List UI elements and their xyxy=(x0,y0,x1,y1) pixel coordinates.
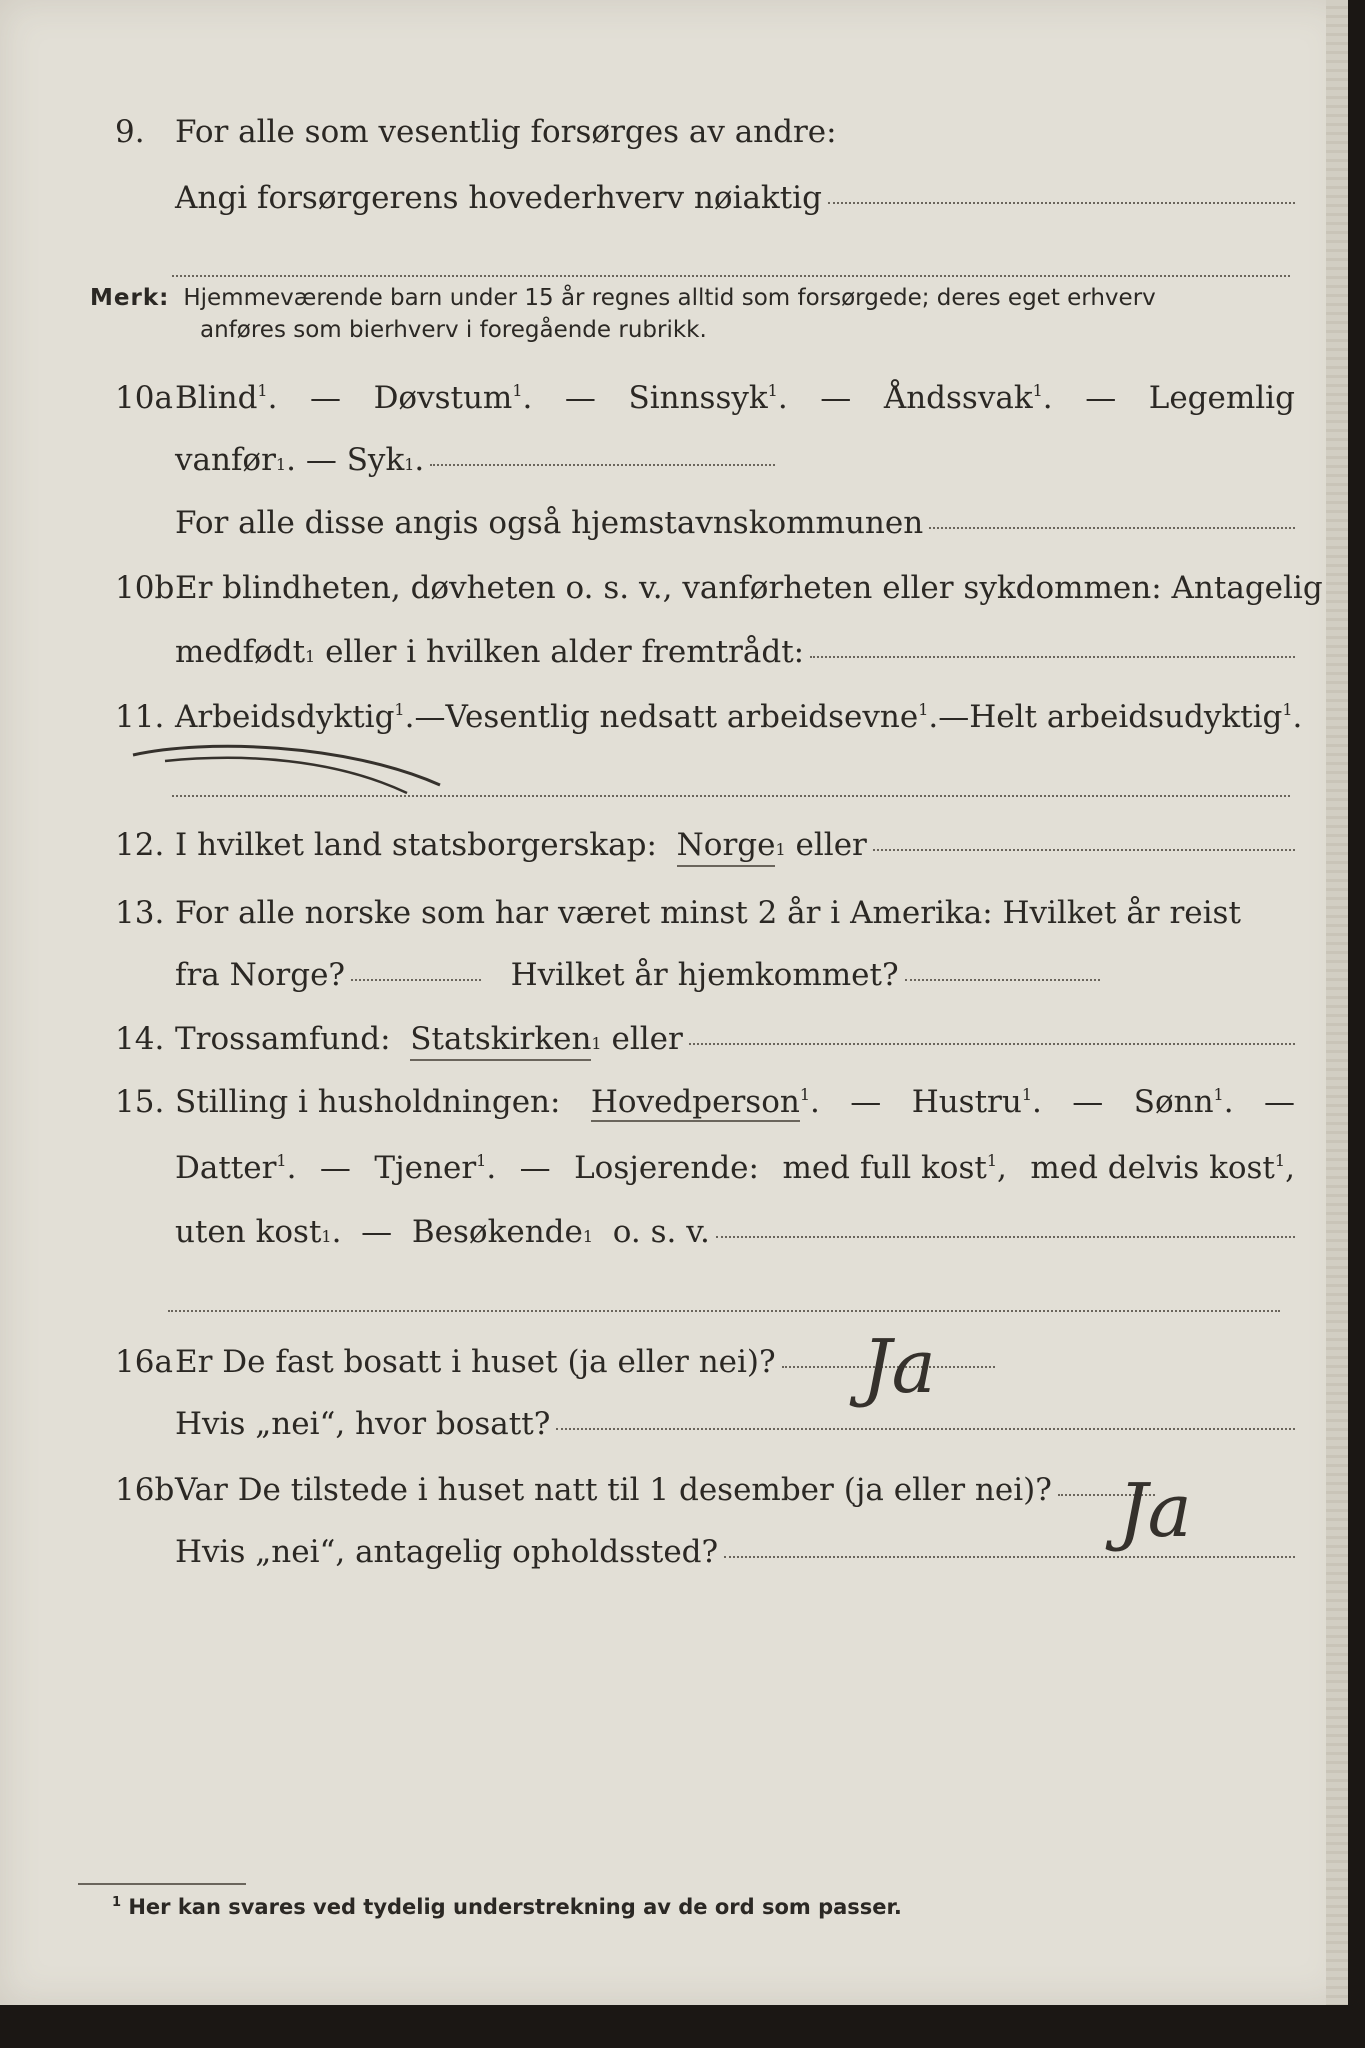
footnote-ref: 1 xyxy=(1282,700,1293,719)
answer-line[interactable] xyxy=(929,527,1295,529)
answer-line[interactable] xyxy=(905,979,1100,981)
option-full-kost[interactable]: med full kost xyxy=(782,1150,987,1186)
answer-line[interactable] xyxy=(556,1428,1295,1430)
answer-line[interactable] xyxy=(172,275,1290,277)
option-norge[interactable]: Norge xyxy=(677,825,776,867)
option-nedsatt-arbeidsevne[interactable]: Vesentlig nedsatt arbeidsevne xyxy=(445,699,919,735)
question-text: For alle som vesentlig forsørges av andre: xyxy=(175,114,837,150)
note-label: Merk: xyxy=(90,285,170,311)
footnote-ref: 1 xyxy=(918,700,929,719)
question-number: 15. xyxy=(115,1084,165,1120)
dash: — xyxy=(519,1150,551,1186)
question-number: 10a xyxy=(115,380,173,416)
question-text: Er De fast bosatt i huset (ja eller nei)? xyxy=(175,1344,776,1380)
question-number: 16b xyxy=(115,1472,175,1508)
question-number: 14. xyxy=(115,1021,165,1057)
question-text: Hvilket år hjemkommet? xyxy=(510,957,899,993)
footnote-ref: 1 xyxy=(257,381,268,400)
footnote-ref: 1 xyxy=(1021,1085,1033,1104)
dash: — xyxy=(310,380,342,416)
note xyxy=(90,282,1290,346)
dash: — xyxy=(820,380,852,416)
footnote-ref: 1 xyxy=(767,381,778,400)
question-text: For alle norske som har været minst 2 år i Amerika: Hvilket år reist xyxy=(175,895,1241,931)
footnote-text: Her kan svares ved tydelig understrekning av de ord som passer. xyxy=(128,1895,902,1919)
form-page: 9. For alle som vesentlig forsørges av andre: Angi forsørgerens hovederhverv nøiaktig Merk: Hjemmeværende barn under 15 år regnes alltid som forsørgede; deres eget erhverv anføres som bierhverv i foregående rubrikk. 10a Blind$^1$. — Døvstum$^1$. — Sinnssyk$^1$. — Åndssvak$^1$. — Legemlig vanfør 1 . — Syk 1 . For alle disse angis også hjemstavnskommunen 10b Er blindheten, døvheten o. s. v., vanførheten eller sykdommen: Antagelig medfødt 1 eller i hvilken alder fremtrådt: 11. Arbeidsdyktig$^1$. — Vesentlig nedsatt arbeidsevne$^1$. — Helt arbeidsudyktig$^1$. 12. I hvilket land statsborgerskap: Norge 1 eller 13. For alle norske som har været minst 2 år i Amerika: Hvilket år reist fra Norge? Hvilket år hjemkommet? 14. Trossamfund: Statskirken 1 eller 15. Stilling i husholdningen: Hovedperson$^1$. — Hustru$^1$. — Sønn$^1$. — Datter$^1$. — Tjener$^1$. — Losjerende: med full kost$^1$, med delvis kost$^1$, uten kost 1 . — Besøkende 1 o. s. v. 16a Er De fast bosatt i huset (ja eller nei)? Hvis „nei“, hvor bosatt? Ja 16b Var De tilstede i huset natt til 1 desember (ja eller nei)? Hvis „nei“, antagelig opholdssted? Ja $^1$ Her kan svares ved tydelig understrekning av de ord som passer. xyxy=(0,0,1348,2005)
option-hovedperson[interactable]: Hovedperson xyxy=(590,1084,800,1120)
question-text: Stilling i husholdningen: xyxy=(175,1084,561,1120)
dash: — xyxy=(850,1084,882,1120)
option-blind[interactable]: Blind xyxy=(175,380,258,416)
footnote-mark: 1 xyxy=(112,1895,122,1910)
question-text: I hvilket land statsborgerskap: xyxy=(175,827,657,863)
question-text: Trossamfund: xyxy=(175,1021,391,1057)
answer-line[interactable] xyxy=(810,656,1295,658)
option-syk[interactable]: Syk xyxy=(346,442,405,478)
question-text: Hvis „nei“, hvor bosatt? xyxy=(175,1406,551,1442)
dash: — xyxy=(305,442,337,478)
footnote-divider xyxy=(78,1883,246,1885)
footnote-ref: 1 xyxy=(986,1151,998,1170)
option-arbeidsudyktig[interactable]: Helt arbeidsudyktig xyxy=(969,699,1283,735)
option-legemlig[interactable]: Legemlig xyxy=(1148,380,1295,416)
footnote-ref: 1 xyxy=(1213,1085,1224,1104)
option-andssvak[interactable]: Åndssvak xyxy=(883,380,1033,416)
option-delvis-kost[interactable]: med delvis kost xyxy=(1030,1150,1275,1186)
option-dovstum[interactable]: Døvstum xyxy=(373,380,513,416)
dash: — xyxy=(564,380,596,416)
question-number: 16a xyxy=(115,1344,173,1380)
answer-line[interactable] xyxy=(351,979,481,981)
question-text: eller xyxy=(795,827,867,863)
dash: — xyxy=(1085,380,1117,416)
footnote-ref: 1 xyxy=(394,700,405,719)
answer-line[interactable] xyxy=(689,1043,1295,1045)
option-statskirken[interactable]: Statskirken xyxy=(410,1019,591,1061)
question-text: eller xyxy=(611,1021,683,1057)
footnote-ref: 1 xyxy=(276,1151,287,1170)
dash: — xyxy=(361,1214,393,1250)
note-text: Hjemmeværende barn under 15 år regnes alltid som forsørgede; deres eget erhverv xyxy=(183,285,1156,311)
note-text: anføres som bierhverv i foregående rubrikk. xyxy=(200,317,707,343)
question-text: o. s. v. xyxy=(612,1214,710,1250)
dash: — xyxy=(414,699,446,735)
dash: — xyxy=(1264,1084,1295,1120)
question-number: 10b xyxy=(115,570,175,606)
question-text: eller i hvilken alder fremtrådt: xyxy=(325,634,805,670)
answer-line[interactable] xyxy=(430,464,775,466)
option-losjerende[interactable]: Losjerende: xyxy=(574,1150,759,1186)
question-text: Hvis „nei“, antagelig opholdssted? xyxy=(175,1534,719,1570)
question-number: 12. xyxy=(115,827,165,863)
option-medfodt[interactable]: medfødt xyxy=(175,634,306,670)
option-tjener[interactable]: Tjener xyxy=(374,1150,477,1186)
option-arbeidsdyktig[interactable]: Arbeidsdyktig xyxy=(175,699,395,735)
footnote-ref: 1 xyxy=(1274,1151,1286,1170)
footnote xyxy=(112,1892,902,1922)
footnote-ref: 1 xyxy=(799,1085,811,1104)
question-text: fra Norge? xyxy=(175,957,346,993)
handwritten-underline xyxy=(125,735,455,795)
handwritten-answer: Ja xyxy=(1118,1468,1192,1554)
footnote-ref: 1 xyxy=(512,381,523,400)
option-datter[interactable]: Datter xyxy=(175,1150,277,1186)
answer-line[interactable] xyxy=(724,1556,1295,1558)
footnote-ref: 1 xyxy=(476,1151,487,1170)
answer-line[interactable] xyxy=(873,849,1295,851)
option-sinnssyk[interactable]: Sinnssyk xyxy=(628,380,768,416)
dash: — xyxy=(319,1150,351,1186)
option-besokende[interactable]: Besøkende xyxy=(411,1214,583,1250)
question-text: Var De tilstede i huset natt til 1 desember (ja eller nei)? xyxy=(175,1472,1052,1508)
answer-line[interactable] xyxy=(828,202,1295,204)
question-text: Angi forsørgerens hovederhverv nøiaktig xyxy=(175,180,822,216)
question-number: 11. xyxy=(115,699,165,735)
answer-line[interactable] xyxy=(172,795,1290,797)
question-text: For alle disse angis også hjemstavnskommunen xyxy=(175,505,924,541)
option-vanfor[interactable]: vanfør xyxy=(175,442,276,478)
question-text: Er blindheten, døvheten o. s. v., vanførheten eller sykdommen: Antagelig xyxy=(175,570,1323,606)
option-uten-kost[interactable]: uten kost xyxy=(175,1214,322,1250)
dash: — xyxy=(1072,1084,1104,1120)
handwritten-answer: Ja xyxy=(862,1324,936,1410)
question-number: 13. xyxy=(115,895,165,931)
dash: — xyxy=(938,699,970,735)
question-number: 9. xyxy=(115,114,145,150)
footnote-ref: 1 xyxy=(1032,381,1043,400)
answer-line[interactable] xyxy=(716,1236,1295,1238)
option-hustru[interactable]: Hustru xyxy=(911,1084,1022,1120)
answer-line[interactable] xyxy=(168,1310,1280,1312)
option-sonn[interactable]: Sønn xyxy=(1133,1084,1214,1120)
